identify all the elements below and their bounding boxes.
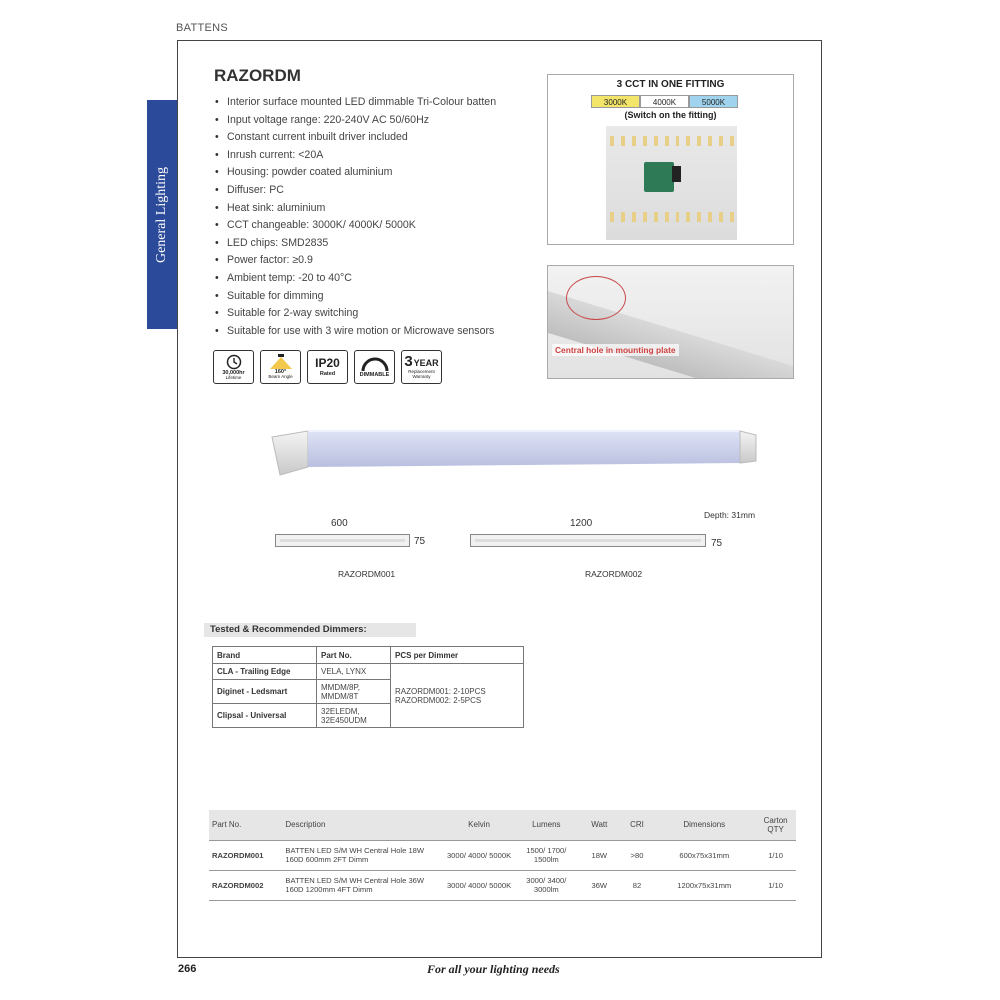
feature-item: • Constant current inbuilt driver included <box>215 129 496 147</box>
dimension-bar-1200 <box>470 534 706 547</box>
spec-cell: 600x75x31mm <box>653 840 755 870</box>
spec-cell: 1200x75x31mm <box>653 870 755 900</box>
spec-cell: 82 <box>621 870 654 900</box>
cct-switch <box>672 166 681 182</box>
model-code-001: RAZORDM001 <box>338 569 396 579</box>
spec-cell: 3000/ 4000/ 5000K <box>443 840 514 870</box>
feature-list <box>215 94 496 340</box>
dimmer-pcs-001: RAZORDM001: 2-10PCS <box>395 686 486 696</box>
ip-rating-value: IP20 <box>315 356 340 371</box>
warranty-number: 3 <box>404 352 413 370</box>
footer-tagline: For all your lighting needs <box>427 962 560 976</box>
dimmer-part: VELA, LYNX <box>317 664 391 680</box>
dimmer-pcs-cell <box>391 664 524 728</box>
spec-header: Part No. <box>209 810 282 840</box>
side-tab-label: General Lighting <box>154 166 169 263</box>
product-title: RAZORDM <box>214 66 301 85</box>
spec-cell: 3000/ 4000/ 5000K <box>443 870 514 900</box>
spec-cell: BATTEN LED S/M WH Central Hole 18W 160D 600mm 2FT Dimm <box>282 840 443 870</box>
spec-cell: 36W <box>578 870 621 900</box>
lifetime-badge <box>213 350 254 384</box>
beam-angle-caption: Beam Angle <box>268 374 293 380</box>
feature-item: • Heat sink: aluminium <box>215 200 496 218</box>
length-label-1200: 1200 <box>570 518 593 529</box>
beam-angle-badge <box>260 350 301 384</box>
dimmer-brand: Diginet - Ledsmart <box>213 680 317 704</box>
spec-cell: 18W <box>578 840 621 870</box>
spec-cell: 1500/ 1700/ 1500lm <box>515 840 578 870</box>
cct-chip-5000k: 5000K <box>689 95 738 108</box>
dimmer-part: 32ELEDM, 32E450UDM <box>317 704 391 728</box>
length-label-600: 600 <box>331 518 348 529</box>
dimmer-pcs-002: RAZORDM002: 2-5PCS <box>395 695 482 705</box>
cct-chip-3000k: 3000K <box>591 95 640 108</box>
batten-product-image <box>270 425 760 477</box>
feature-item: • LED chips: SMD2835 <box>215 235 496 253</box>
feature-item: • Suitable for use with 3 wire motion or Microwave sensors <box>215 323 496 341</box>
dimmer-row <box>213 664 524 680</box>
led-strip <box>610 136 734 146</box>
beam-angle-icon <box>269 354 293 369</box>
dimmer-header-brand: Brand <box>213 647 317 664</box>
depth-label: Depth: 31mm <box>704 510 756 520</box>
dimmer-table <box>212 646 524 728</box>
spec-cell: BATTEN LED S/M WH Central Hole 36W 160D 1200mm 4FT Dimm <box>282 870 443 900</box>
spec-header: Carton QTY <box>755 810 796 840</box>
page-number: 266 <box>178 963 197 975</box>
height-label-1200: 75 <box>711 538 723 549</box>
badge-row <box>213 350 442 384</box>
spec-header: Kelvin <box>443 810 514 840</box>
dimmable-icon <box>360 356 390 372</box>
feature-item: • Housing: powder coated aluminium <box>215 164 496 182</box>
section-label: BATTENS <box>176 22 229 34</box>
beam-angle-value: 160° <box>274 369 287 375</box>
feature-item: • Diffuser: PC <box>215 182 496 200</box>
cct-title: 3 CCT IN ONE FITTING <box>616 79 725 90</box>
feature-item: • Interior surface mounted LED dimmable Tri-Colour batten <box>215 94 496 112</box>
side-tab <box>147 100 177 329</box>
spec-header: CRI <box>621 810 654 840</box>
feature-item: • Ambient temp: -20 to 40°C <box>215 270 496 288</box>
ip-rating-caption: Rated <box>319 370 336 377</box>
feature-item: • Suitable for dimming <box>215 288 496 306</box>
feature-item: • CCT changeable: 3000K/ 4000K/ 5000K <box>215 217 496 235</box>
dimmer-brand: Clipsal - Universal <box>213 704 317 728</box>
dimmer-header-pcs: PCS per Dimmer <box>391 647 524 664</box>
height-label-600: 75 <box>414 536 426 547</box>
cct-subtitle: (Switch on the fitting) <box>624 110 717 120</box>
model-code-002: RAZORDM002 <box>585 569 643 579</box>
mounting-plate-photo <box>547 265 794 379</box>
cct-chips <box>591 95 738 108</box>
cct-chip-4000k: 4000K <box>640 95 689 108</box>
dimension-bar-600 <box>275 534 410 547</box>
dimmer-header-row <box>213 647 524 664</box>
dimmable-badge <box>354 350 395 384</box>
spec-header: Watt <box>578 810 621 840</box>
spec-table <box>209 810 796 901</box>
dimmer-header-part: Part No. <box>317 647 391 664</box>
spec-cell: >80 <box>621 840 654 870</box>
mounting-caption: Central hole in mounting plate <box>552 344 679 356</box>
spec-cell: 1/10 <box>755 840 796 870</box>
lifetime-value: 30,000hr <box>222 369 245 376</box>
dimmer-brand: CLA - Trailing Edge <box>213 664 317 680</box>
lifetime-caption: Lifetime <box>225 374 242 380</box>
feature-item: • Input voltage range: 220-240V AC 50/60Hz <box>215 112 496 130</box>
spec-header: Dimensions <box>653 810 755 840</box>
spec-cell: 3000/ 3400/ 3000lm <box>515 870 578 900</box>
spec-cell: RAZORDM002 <box>209 870 282 900</box>
cct-switch-board <box>644 162 674 192</box>
ip-rating-badge <box>307 350 348 384</box>
warranty-word: YEAR <box>413 357 439 368</box>
dimmer-part: MMDM/8P, MMDM/8T <box>317 680 391 704</box>
spec-row <box>209 840 796 870</box>
spec-header: Lumens <box>515 810 578 840</box>
spec-header-row <box>209 810 796 840</box>
spec-cell: RAZORDM001 <box>209 840 282 870</box>
clock-icon <box>226 354 242 370</box>
cct-panel <box>547 74 794 245</box>
warranty-badge <box>401 350 442 384</box>
spec-header: Description <box>282 810 443 840</box>
led-board-photo <box>606 126 737 240</box>
dimmer-heading: Tested & Recommended Dimmers: <box>204 623 416 637</box>
feature-item: • Power factor: ≥0.9 <box>215 252 496 270</box>
feature-item: • Suitable for 2-way switching <box>215 305 496 323</box>
spec-cell: 1/10 <box>755 870 796 900</box>
dimmable-caption: DIMMABLE <box>359 371 390 378</box>
central-hole-highlight <box>566 276 626 320</box>
warranty-caption: Replacement Warranty <box>408 369 435 380</box>
feature-item: • Inrush current: <20A <box>215 147 496 165</box>
spec-row <box>209 870 796 900</box>
led-strip <box>610 212 734 222</box>
